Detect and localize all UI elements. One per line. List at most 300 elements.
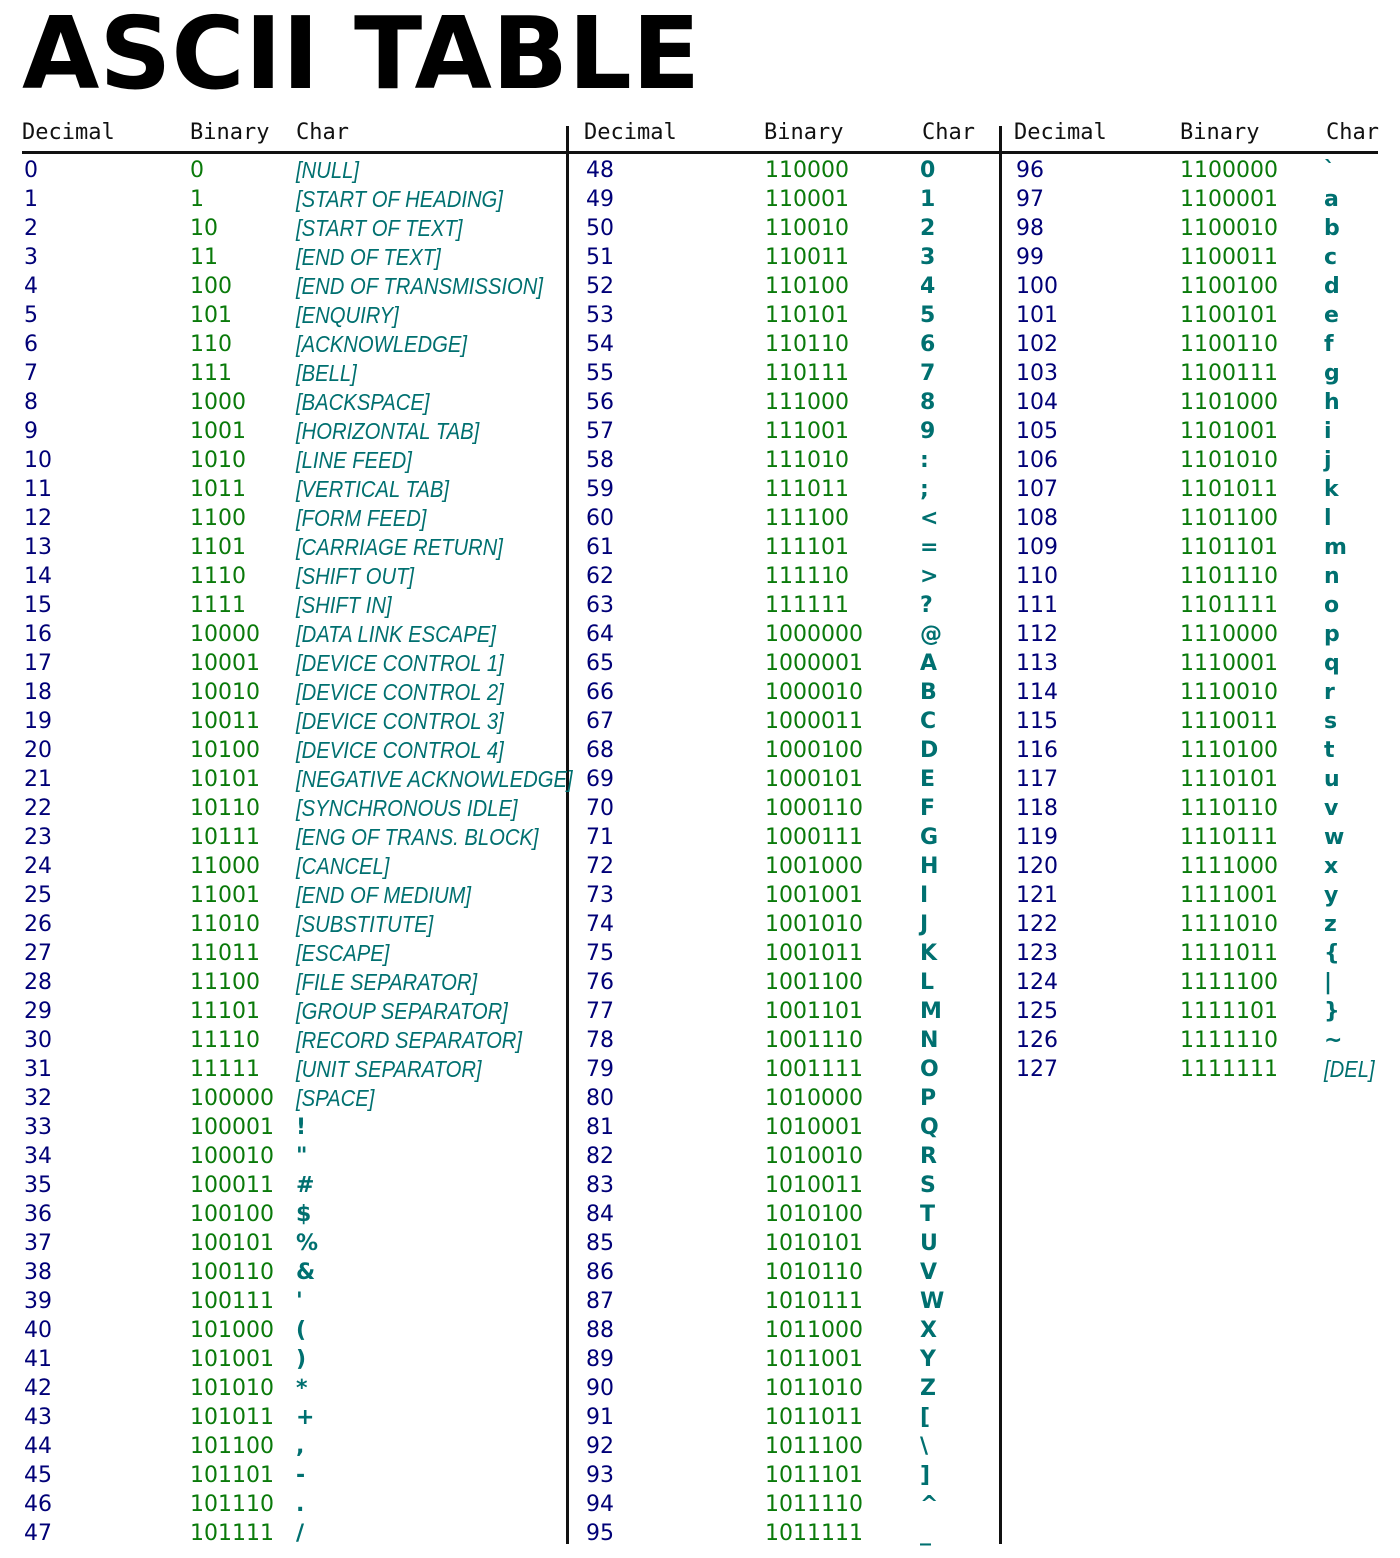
decimal-value: 124: [1016, 970, 1058, 995]
char-value: !: [296, 1115, 307, 1140]
decimal-value: 82: [586, 1144, 614, 1169]
char-value: 8: [920, 390, 936, 415]
char-value: [BELL]: [296, 360, 357, 386]
binary-value: 11111: [190, 1057, 260, 1082]
decimal-value: 28: [24, 970, 52, 995]
char-value: 2: [920, 216, 936, 241]
decimal-value: 127: [1016, 1057, 1058, 1082]
binary-value: 110011: [765, 245, 849, 270]
decimal-value: 87: [586, 1289, 614, 1314]
char-value: p: [1324, 622, 1340, 647]
char-value: [UNIT SEPARATOR]: [296, 1056, 482, 1082]
binary-value: 111010: [765, 448, 849, 473]
decimal-value: 26: [24, 912, 52, 937]
char-value: Y: [920, 1347, 936, 1372]
decimal-value: 100: [1016, 274, 1058, 299]
decimal-value: 64: [586, 622, 614, 647]
binary-value: 10101: [190, 767, 260, 792]
char-value: I: [920, 883, 929, 908]
char-value: U: [920, 1231, 938, 1256]
decimal-value: 91: [586, 1405, 614, 1430]
decimal-value: 20: [24, 738, 52, 763]
decimal-value: 106: [1016, 448, 1058, 473]
char-value: L: [920, 970, 935, 995]
decimal-value: 77: [586, 999, 614, 1024]
decimal-value: 6: [24, 332, 38, 357]
decimal-value: 30: [24, 1028, 52, 1053]
char-value: [START OF TEXT]: [296, 215, 463, 241]
decimal-value: 117: [1016, 767, 1058, 792]
binary-value: 110110: [765, 332, 849, 357]
binary-value: 1000010: [765, 680, 863, 705]
binary-value: 10000: [190, 622, 260, 647]
binary-value: 1001001: [765, 883, 863, 908]
char-value: J: [920, 912, 929, 937]
binary-value: 111100: [765, 506, 849, 531]
decimal-value: 72: [586, 854, 614, 879]
binary-value: 1001010: [765, 912, 863, 937]
column-header-decimal: Decimal: [1014, 120, 1107, 145]
char-value: [SHIFT IN]: [296, 592, 392, 618]
decimal-value: 31: [24, 1057, 52, 1082]
char-value: u: [1324, 767, 1340, 792]
char-value: >: [920, 564, 939, 589]
char-value: ?: [920, 593, 933, 618]
decimal-value: 5: [24, 303, 38, 328]
char-value: [SPACE]: [296, 1085, 375, 1111]
decimal-value: 120: [1016, 854, 1058, 879]
decimal-value: 95: [586, 1521, 614, 1546]
decimal-value: 94: [586, 1492, 614, 1517]
decimal-value: 51: [586, 245, 614, 270]
decimal-value: 46: [24, 1492, 52, 1517]
binary-value: 1: [190, 187, 204, 212]
decimal-value: 126: [1016, 1028, 1058, 1053]
binary-value: 1011110: [765, 1492, 863, 1517]
binary-value: 1010100: [765, 1202, 863, 1227]
binary-value: 1001000: [765, 854, 863, 879]
decimal-value: 9: [24, 419, 38, 444]
char-value: [END OF MEDIUM]: [296, 882, 472, 908]
column-divider: [566, 126, 569, 1544]
binary-value: 1110010: [1180, 680, 1278, 705]
char-value: g: [1324, 361, 1340, 386]
decimal-value: 85: [586, 1231, 614, 1256]
column-header-char: Char: [922, 120, 975, 145]
char-value: [NEGATIVE ACKNOWLEDGE]: [296, 766, 573, 792]
char-value: h: [1324, 390, 1340, 415]
decimal-value: 93: [586, 1463, 614, 1488]
char-value: N: [920, 1028, 939, 1053]
char-value: ": [296, 1144, 308, 1169]
decimal-value: 123: [1016, 941, 1058, 966]
char-value: o: [1324, 593, 1340, 618]
binary-value: 1001011: [765, 941, 863, 966]
char-value: [RECORD SEPARATOR]: [296, 1027, 523, 1053]
decimal-value: 60: [586, 506, 614, 531]
decimal-value: 12: [24, 506, 52, 531]
binary-value: 10: [190, 216, 218, 241]
column-header-decimal: Decimal: [22, 120, 115, 145]
char-value: [END OF TEXT]: [296, 244, 441, 270]
decimal-value: 67: [586, 709, 614, 734]
decimal-value: 109: [1016, 535, 1058, 560]
binary-value: 1111: [190, 593, 246, 618]
binary-value: 1110000: [1180, 622, 1278, 647]
decimal-value: 48: [586, 158, 614, 183]
char-value: $: [296, 1202, 312, 1227]
char-value: O: [920, 1057, 939, 1082]
char-value: [ESCAPE]: [296, 940, 390, 966]
char-value: `: [1324, 158, 1335, 183]
decimal-value: 89: [586, 1347, 614, 1372]
binary-value: 1011101: [765, 1463, 863, 1488]
binary-value: 101001: [190, 1347, 274, 1372]
char-value: 1: [920, 187, 936, 212]
decimal-value: 61: [586, 535, 614, 560]
char-value: [NULL]: [296, 157, 360, 183]
binary-value: 1100: [190, 506, 246, 531]
decimal-value: 75: [586, 941, 614, 966]
binary-value: 10011: [190, 709, 260, 734]
char-value: <: [920, 506, 939, 531]
char-value: -: [296, 1463, 306, 1488]
binary-value: 111101: [765, 535, 849, 560]
char-value: R: [920, 1144, 937, 1169]
char-value: 9: [920, 419, 936, 444]
decimal-value: 71: [586, 825, 614, 850]
decimal-value: 125: [1016, 999, 1058, 1024]
binary-value: 1101101: [1180, 535, 1278, 560]
decimal-value: 83: [586, 1173, 614, 1198]
decimal-value: 70: [586, 796, 614, 821]
char-value: V: [920, 1260, 938, 1285]
decimal-value: 27: [24, 941, 52, 966]
char-value: [SYNCHRONOUS IDLE]: [296, 795, 518, 821]
char-value: 7: [920, 361, 936, 386]
char-value: D: [920, 738, 939, 763]
char-value: [FILE SEPARATOR]: [296, 969, 478, 995]
decimal-value: 49: [586, 187, 614, 212]
binary-value: 1100000: [1180, 158, 1278, 183]
char-value: #: [296, 1173, 315, 1198]
binary-value: 1010010: [765, 1144, 863, 1169]
char-value: |: [1324, 970, 1333, 995]
decimal-value: 40: [24, 1318, 52, 1343]
decimal-value: 80: [586, 1086, 614, 1111]
binary-value: 1101110: [1180, 564, 1278, 589]
decimal-value: 36: [24, 1202, 52, 1227]
char-value: A: [920, 651, 938, 676]
char-value: +: [296, 1405, 315, 1430]
binary-value: 1001111: [765, 1057, 863, 1082]
decimal-value: 10: [24, 448, 52, 473]
char-value: l: [1324, 506, 1332, 531]
binary-value: 0: [190, 158, 204, 183]
binary-value: 1010110: [765, 1260, 863, 1285]
char-value: ;: [920, 477, 929, 502]
binary-value: 110010: [765, 216, 849, 241]
char-value: s: [1324, 709, 1338, 734]
decimal-value: 97: [1016, 187, 1044, 212]
char-value: &: [296, 1260, 316, 1285]
char-value: /: [296, 1521, 305, 1546]
binary-value: 1000110: [765, 796, 863, 821]
decimal-value: 58: [586, 448, 614, 473]
decimal-value: 78: [586, 1028, 614, 1053]
decimal-value: 112: [1016, 622, 1058, 647]
column-header-binary: Binary: [764, 120, 844, 145]
char-value: S: [920, 1173, 936, 1198]
decimal-value: 18: [24, 680, 52, 705]
decimal-value: 59: [586, 477, 614, 502]
decimal-value: 50: [586, 216, 614, 241]
binary-value: 1010001: [765, 1115, 863, 1140]
binary-value: 1010101: [765, 1231, 863, 1256]
char-value: B: [920, 680, 937, 705]
char-value: f: [1324, 332, 1334, 357]
binary-value: 101111: [190, 1521, 274, 1546]
char-value: [ACKNOWLEDGE]: [296, 331, 467, 357]
decimal-value: 69: [586, 767, 614, 792]
decimal-value: 76: [586, 970, 614, 995]
binary-value: 1011100: [765, 1434, 863, 1459]
binary-value: 100111: [190, 1289, 274, 1314]
binary-value: 101101: [190, 1463, 274, 1488]
decimal-value: 119: [1016, 825, 1058, 850]
binary-value: 100001: [190, 1115, 274, 1140]
binary-value: 1101000: [1180, 390, 1278, 415]
binary-value: 1101010: [1180, 448, 1278, 473]
binary-value: 100011: [190, 1173, 274, 1198]
char-value: r: [1324, 680, 1335, 705]
char-value: [SHIFT OUT]: [296, 563, 415, 589]
decimal-value: 15: [24, 593, 52, 618]
char-value: [ENQUIRY]: [296, 302, 399, 328]
char-value: w: [1324, 825, 1345, 850]
binary-value: 1000111: [765, 825, 863, 850]
binary-value: 110: [190, 332, 232, 357]
char-value: [SUBSTITUTE]: [296, 911, 434, 937]
decimal-value: 24: [24, 854, 52, 879]
binary-value: 1011111: [765, 1521, 863, 1546]
binary-value: 111111: [765, 593, 849, 618]
binary-value: 111: [190, 361, 232, 386]
decimal-value: 0: [24, 158, 38, 183]
binary-value: 10001: [190, 651, 260, 676]
decimal-value: 74: [586, 912, 614, 937]
decimal-value: 63: [586, 593, 614, 618]
binary-value: 11100: [190, 970, 260, 995]
char-value: e: [1324, 303, 1339, 328]
binary-value: 1101: [190, 535, 246, 560]
decimal-value: 84: [586, 1202, 614, 1227]
binary-value: 11: [190, 245, 218, 270]
binary-value: 101: [190, 303, 232, 328]
char-value: .: [296, 1492, 305, 1517]
binary-value: 101000: [190, 1318, 274, 1343]
char-value: b: [1324, 216, 1340, 241]
binary-value: 110100: [765, 274, 849, 299]
decimal-value: 43: [24, 1405, 52, 1430]
char-value: ]: [920, 1463, 931, 1488]
decimal-value: 14: [24, 564, 52, 589]
binary-value: 10110: [190, 796, 260, 821]
decimal-value: 19: [24, 709, 52, 734]
binary-value: 1101100: [1180, 506, 1278, 531]
binary-value: 1101111: [1180, 593, 1278, 618]
binary-value: 1010: [190, 448, 246, 473]
decimal-value: 57: [586, 419, 614, 444]
binary-value: 111001: [765, 419, 849, 444]
char-value: Q: [920, 1115, 939, 1140]
decimal-value: 39: [24, 1289, 52, 1314]
decimal-value: 16: [24, 622, 52, 647]
binary-value: 110101: [765, 303, 849, 328]
decimal-value: 54: [586, 332, 614, 357]
column-divider: [999, 126, 1002, 1544]
decimal-value: 88: [586, 1318, 614, 1343]
char-value: 5: [920, 303, 936, 328]
char-value: [END OF TRANSMISSION]: [296, 273, 544, 299]
binary-value: 1100101: [1180, 303, 1278, 328]
decimal-value: 56: [586, 390, 614, 415]
char-value: :: [920, 448, 929, 473]
decimal-value: 102: [1016, 332, 1058, 357]
decimal-value: 37: [24, 1231, 52, 1256]
binary-value: 1111110: [1180, 1028, 1278, 1053]
char-value: v: [1324, 796, 1339, 821]
char-value: K: [920, 941, 938, 966]
decimal-value: 103: [1016, 361, 1058, 386]
binary-value: 1110110: [1180, 796, 1278, 821]
char-value: }: [1324, 999, 1340, 1024]
binary-value: 101100: [190, 1434, 274, 1459]
column-header-binary: Binary: [1180, 120, 1260, 145]
decimal-value: 17: [24, 651, 52, 676]
char-value: x: [1324, 854, 1339, 879]
binary-value: 10100: [190, 738, 260, 763]
char-value: [BACKSPACE]: [296, 389, 430, 415]
binary-value: 1001100: [765, 970, 863, 995]
char-value: [LINE FEED]: [296, 447, 412, 473]
decimal-value: 101: [1016, 303, 1058, 328]
binary-value: 100100: [190, 1202, 274, 1227]
char-value: M: [920, 999, 942, 1024]
binary-value: 1100010: [1180, 216, 1278, 241]
binary-value: 101110: [190, 1492, 274, 1517]
binary-value: 1011011: [765, 1405, 863, 1430]
char-value: W: [920, 1289, 945, 1314]
binary-value: 10010: [190, 680, 260, 705]
char-value: _: [920, 1521, 931, 1546]
decimal-value: 11: [24, 477, 52, 502]
char-value: c: [1324, 245, 1338, 270]
decimal-value: 1: [24, 187, 38, 212]
decimal-value: 114: [1016, 680, 1058, 705]
decimal-value: 107: [1016, 477, 1058, 502]
binary-value: 1100100: [1180, 274, 1278, 299]
char-value: t: [1324, 738, 1335, 763]
decimal-value: 8: [24, 390, 38, 415]
decimal-value: 92: [586, 1434, 614, 1459]
decimal-value: 65: [586, 651, 614, 676]
decimal-value: 21: [24, 767, 52, 792]
decimal-value: 47: [24, 1521, 52, 1546]
header-rule: [22, 151, 566, 154]
char-value: [FORM FEED]: [296, 505, 427, 531]
char-value: *: [296, 1376, 308, 1401]
char-value: [VERTICAL TAB]: [296, 476, 449, 502]
binary-value: 100110: [190, 1260, 274, 1285]
char-value: j: [1324, 448, 1332, 473]
header-rule: [999, 151, 1378, 154]
char-value: 6: [920, 332, 936, 357]
decimal-value: 96: [1016, 158, 1044, 183]
binary-value: 100010: [190, 1144, 274, 1169]
decimal-value: 110: [1016, 564, 1058, 589]
decimal-value: 73: [586, 883, 614, 908]
char-value: {: [1324, 941, 1340, 966]
binary-value: 111011: [765, 477, 849, 502]
decimal-value: 90: [586, 1376, 614, 1401]
char-value: @: [920, 622, 942, 647]
decimal-value: 79: [586, 1057, 614, 1082]
column-header-binary: Binary: [190, 120, 270, 145]
char-value: ~: [1324, 1028, 1343, 1053]
binary-value: 1010111: [765, 1289, 863, 1314]
binary-value: 1111011: [1180, 941, 1278, 966]
char-value: ^: [920, 1492, 939, 1517]
binary-value: 110111: [765, 361, 849, 386]
decimal-value: 99: [1016, 245, 1044, 270]
char-value: E: [920, 767, 936, 792]
char-value: P: [920, 1086, 937, 1111]
decimal-value: 66: [586, 680, 614, 705]
char-value: 4: [920, 274, 936, 299]
binary-value: 1111000: [1180, 854, 1278, 879]
char-value: z: [1324, 912, 1337, 937]
char-value: m: [1324, 535, 1347, 560]
decimal-value: 53: [586, 303, 614, 328]
binary-value: 1000001: [765, 651, 863, 676]
char-value: k: [1324, 477, 1339, 502]
binary-value: 1010000: [765, 1086, 863, 1111]
char-value: [DEVICE CONTROL 1]: [296, 650, 504, 676]
binary-value: 1111111: [1180, 1057, 1278, 1082]
char-value: F: [920, 796, 936, 821]
decimal-value: 35: [24, 1173, 52, 1198]
char-value: ): [296, 1347, 307, 1372]
char-value: a: [1324, 187, 1339, 212]
binary-value: 111000: [765, 390, 849, 415]
binary-value: 11001: [190, 883, 260, 908]
binary-value: 1000000: [765, 622, 863, 647]
char-value: H: [920, 854, 939, 879]
binary-value: 1000100: [765, 738, 863, 763]
char-value: [ENG OF TRANS. BLOCK]: [296, 824, 539, 850]
column-header-char: Char: [296, 120, 349, 145]
char-value: Z: [920, 1376, 936, 1401]
decimal-value: 44: [24, 1434, 52, 1459]
char-value: 3: [920, 245, 936, 270]
decimal-value: 52: [586, 274, 614, 299]
char-value: [DATA LINK ESCAPE]: [296, 621, 496, 647]
decimal-value: 86: [586, 1260, 614, 1285]
char-value: [HORIZONTAL TAB]: [296, 418, 480, 444]
char-value: (: [296, 1318, 307, 1343]
decimal-value: 38: [24, 1260, 52, 1285]
